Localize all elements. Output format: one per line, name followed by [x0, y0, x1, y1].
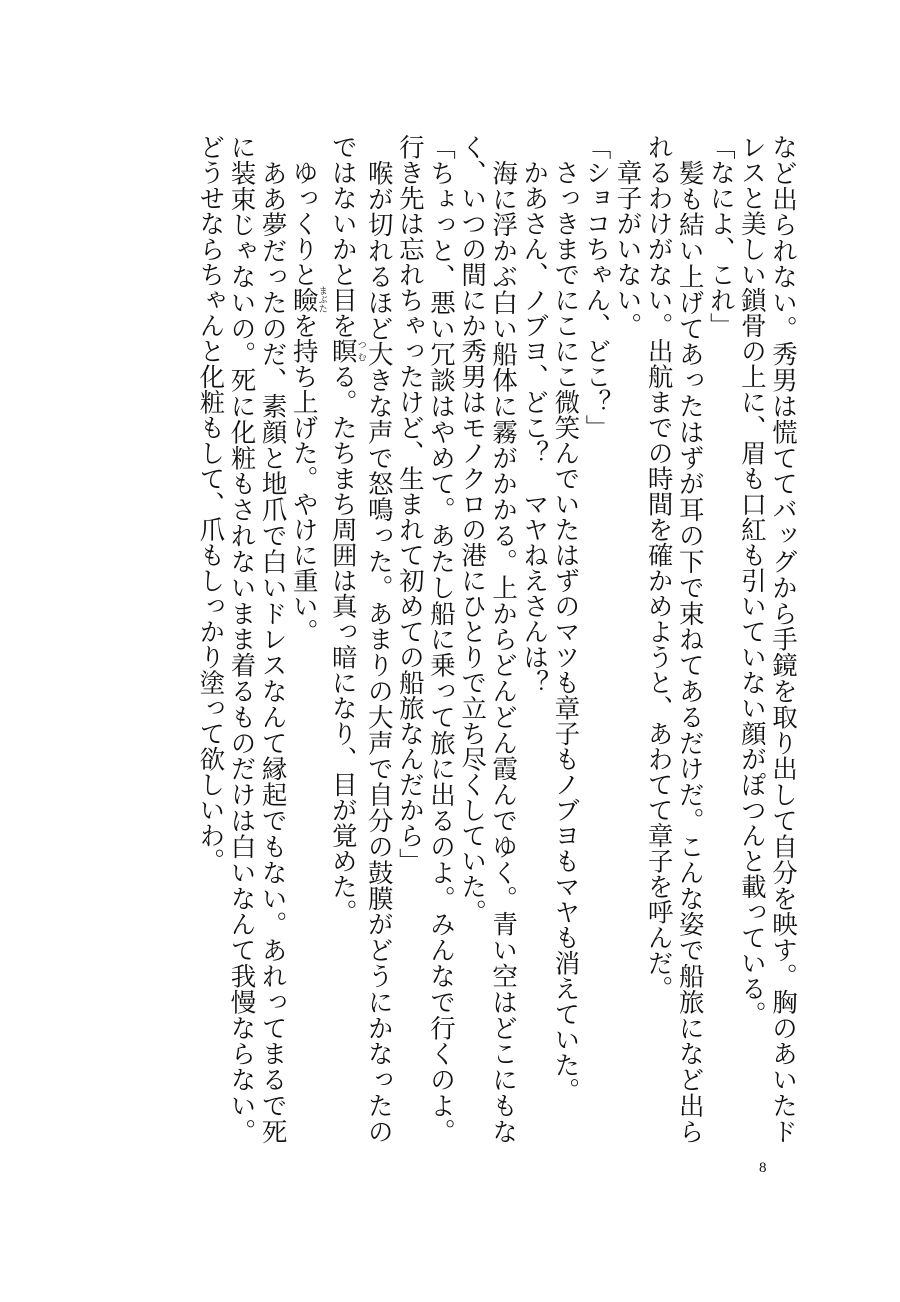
- paragraph-11: [288, 134, 327, 1144]
- paragraph-10: [327, 134, 394, 1144]
- paragraph-9: 「ちょっと、悪い冗談はやめて。あたし船に乗って旅に出るのよ。みんなで行くのよ。行き先は忘れちゃったけど、生まれて初めての船旅なんだから」: [394, 134, 456, 1145]
- ruby-mabuta: 瞼まぶた: [288, 286, 327, 314]
- paragraph-1: など出られない。秀男は慌ててバッグから手鏡を取り出して自分を映す。胸のあいたドレスと美しい鎖骨の上に、眉も口紅も引いていない顔がぽつんと載っている。: [736, 134, 798, 1145]
- paragraph-11-text: ゆっくりと瞼まぶたを持ち上げた。やけに重い。: [288, 134, 327, 644]
- paragraph-10-text: 喉が切れるほど大きな声で怒鳴った。あまりの大声で自分の鼓膜がどうにかなったのではないかと目を瞑つむる。たちまち周囲は真っ暗になり、目が覚めた。: [327, 134, 394, 1144]
- paragraph-2: 「なによ、これ」: [705, 134, 736, 338]
- paragraph-8: 海に浮かぶ白い船体に霧がかかる。上からどんどん霞んでゆく。青い空はどこにもなく、いつの間にか秀男はモノクロの港にひとりで立ち尽くしていた。: [457, 134, 519, 1145]
- ruby-tsumu: 瞑つむ: [327, 338, 366, 364]
- paragraph-6: さっきまでにこにこ微笑んでいたはずのマツも章子もノブヨもマヤも消えていた。: [550, 134, 581, 1103]
- paragraph-5: 「ショコちゃん、どこ？」: [581, 134, 612, 440]
- paragraph-12: ああ夢だったのだ、素顔と地爪で白いドレスなんて縁起でもない。あれってまるで死に装束じゃないの。死に化粧もされないまま着るものだけは白いなんて我慢ならない。どうせならちゃんと化粧もして、爪もしっかり塗って欲しいわ。: [195, 134, 288, 1144]
- paragraph-4: 章子がいない。: [612, 134, 643, 338]
- page-number: 8: [759, 1160, 767, 1176]
- vertical-body-text: [194, 134, 798, 1144]
- paragraph-7: かあさん、ノブヨ、どこ？ マヤねえさんは？: [519, 134, 550, 695]
- paragraph-3: 髪も結い上げてあったはずが耳の下で束ねてあるだけだ。こんな姿で船旅になど出られるわけがない。出航までの時間を確かめようと、あわてて章子を呼んだ。: [643, 134, 705, 1144]
